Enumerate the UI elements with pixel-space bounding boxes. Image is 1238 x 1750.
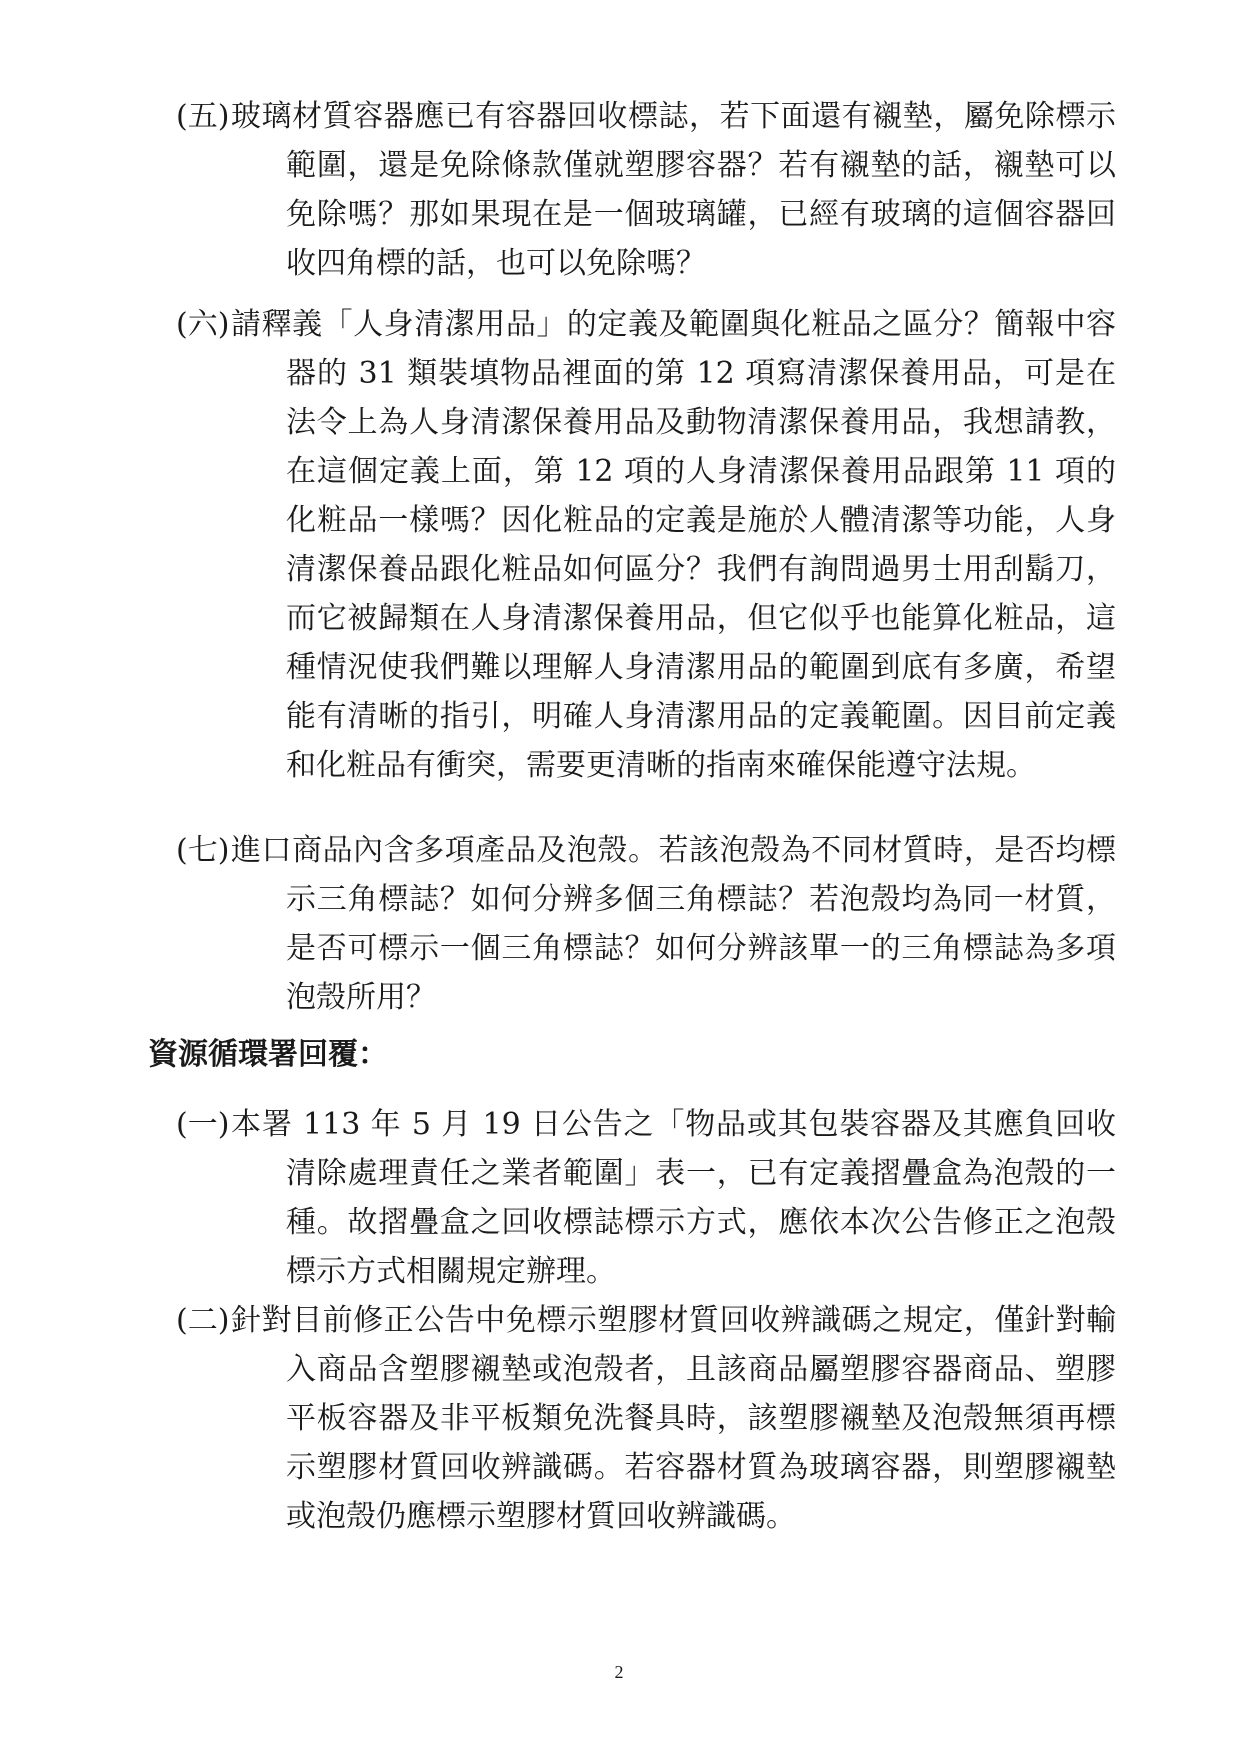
reply-marker: (一) xyxy=(176,1107,230,1142)
reply-item-1 xyxy=(176,1100,1116,1296)
question-item-7 xyxy=(176,826,1116,1022)
question-text: 玻璃材質容器應已有容器回收標誌，若下面還有襯墊，屬免除標示範圍，還是免除條款僅就塑膠容器？若有襯墊的話，襯墊可以免除嗎？那如果現在是一個玻璃罐，已經有玻璃的這個容器回收四角標的話，也可以免除嗎？ xyxy=(231,99,1116,281)
question-text: 請釋義「人身清潔用品」的定義及範圍與化粧品之區分？簡報中容器的 31 類裝填物品裡面的第 12 項寫清潔保養用品，可是在法令上為人身清潔保養用品及動物清潔保養用品，我想請教，在這個定義上面，第 12 項的人身清潔保養用品跟第 11 項的化粧品一樣嗎？因化粧品的定義是施於人體清潔等功能，人身清潔保養品跟化粧品如何區分？我們有詢問過男士用刮鬍刀，而它被歸類在人身清潔保養用品，但它似乎也能算化粧品，這種情況使我們難以理解人身清潔用品的範圍到底有多廣，希望能有清晰的指引，明確人身清潔用品的定義範圍。因目前定義和化粧品有衝突，需要更清晰的指南來確保能遵守法規。 xyxy=(231,307,1116,783)
question-marker: (五) xyxy=(176,99,230,134)
reply-text: 針對目前修正公告中免標示塑膠材質回收辨識碼之規定，僅針對輸入商品含塑膠襯墊或泡殼者，且該商品屬塑膠容器商品、塑膠平板容器及非平板類免洗餐具時，該塑膠襯墊及泡殼無須再標示塑膠材質回收辨識碼。若容器材質為玻璃容器，則塑膠襯墊或泡殼仍應標示塑膠材質回收辨識碼。 xyxy=(231,1303,1116,1534)
page-number: 2 xyxy=(614,1662,624,1682)
reply-text: 本署 113 年 5 月 19 日公告之「物品或其包裝容器及其應負回收清除處理責任之業者範圍」表一，已有定義摺疊盒為泡殼的一種。故摺疊盒之回收標誌標示方式，應依本次公告修正之泡殼標示方式相關規定辦理。 xyxy=(231,1107,1116,1289)
question-marker: (七) xyxy=(176,833,230,868)
question-item-5 xyxy=(176,92,1116,288)
reply-marker: (二) xyxy=(176,1303,230,1338)
question-marker: (六) xyxy=(176,307,230,342)
question-item-6 xyxy=(176,300,1116,790)
question-text: 進口商品內含多項產品及泡殼。若該泡殼為不同材質時，是否均標示三角標誌？如何分辨多個三角標誌？若泡殼均為同一材質，是否可標示一個三角標誌？如何分辨該單一的三角標誌為多項泡殼所用？ xyxy=(231,833,1116,1015)
reply-heading: 資源循環署回覆： xyxy=(148,1037,388,1072)
reply-item-2 xyxy=(176,1296,1116,1541)
